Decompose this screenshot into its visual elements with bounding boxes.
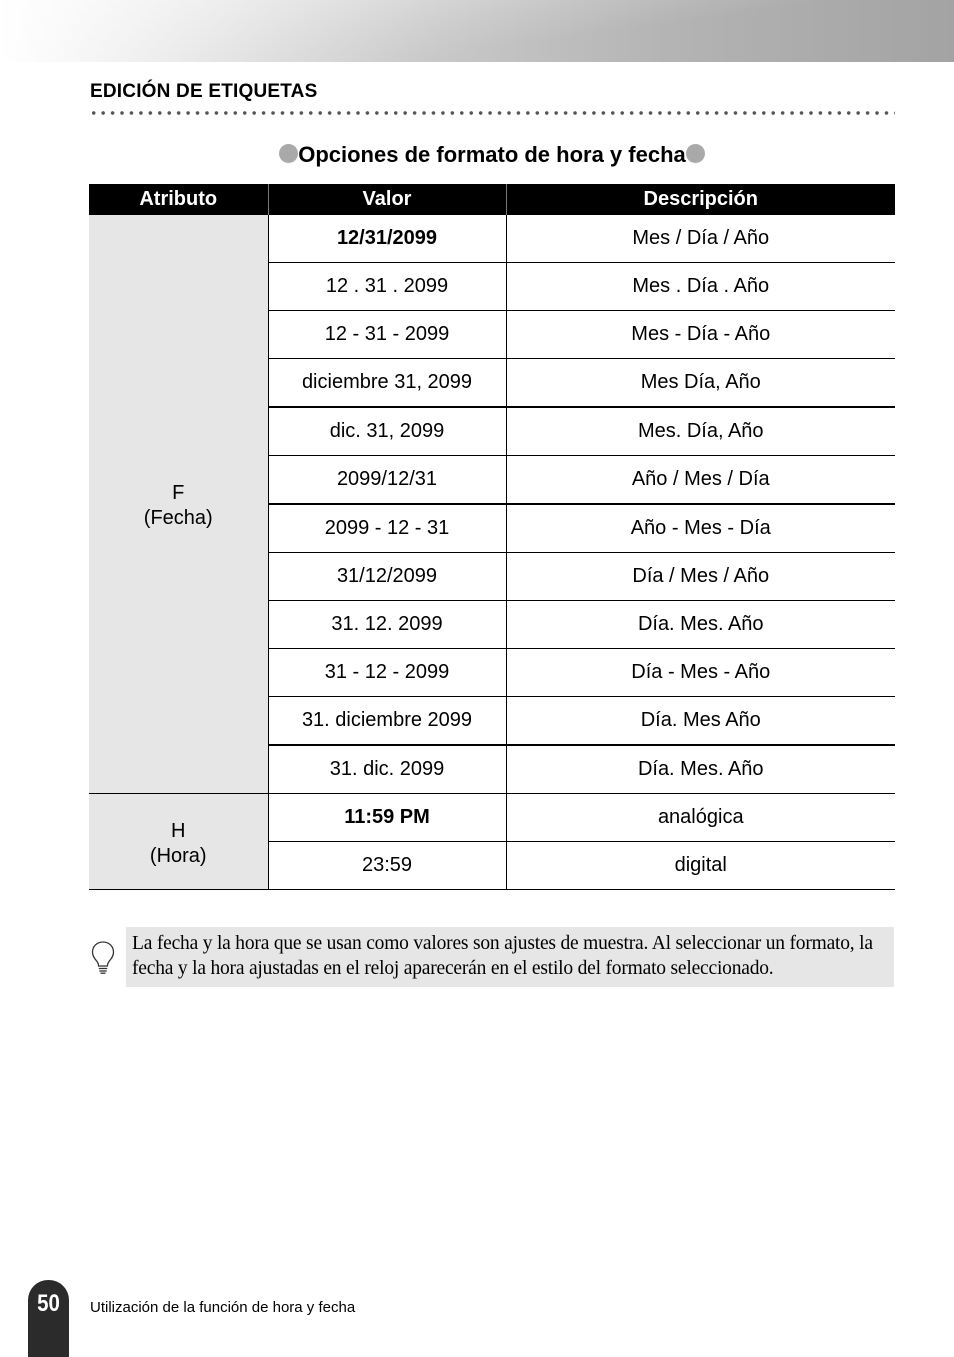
attribute-code: H xyxy=(171,819,186,842)
section-title: EDICIÓN DE ETIQUETAS xyxy=(90,81,318,102)
description-cell: Día - Mes - Año xyxy=(506,649,895,697)
value-cell: diciembre 31, 2099 xyxy=(268,359,506,408)
note-box: La fecha y la hora que se usan como valores son ajustes de muestra. Al seleccionar un formato, la fecha y la hora ajustadas en el reloj aparecerán en el estilo del formato seleccionado. xyxy=(126,927,894,987)
attribute-code: F xyxy=(172,482,185,504)
description-cell: Día. Mes. Año xyxy=(506,745,895,794)
attribute-label: (Hora) xyxy=(149,844,207,867)
footer-text: Utilización de la función de hora y fecha xyxy=(90,1299,356,1316)
table-header-row xyxy=(89,184,895,215)
value-cell: 2099 - 12 - 31 xyxy=(268,504,506,553)
value-cell: 2099/12/31 xyxy=(268,456,506,505)
table-row xyxy=(89,794,895,842)
column-header-value: Valor xyxy=(268,184,506,215)
description-cell: Año - Mes - Día xyxy=(506,504,895,553)
value-cell: 12 - 31 - 2099 xyxy=(268,311,506,359)
description-cell: Mes / Día / Año xyxy=(506,215,895,263)
page-number: 50 xyxy=(37,1290,60,1317)
dotted-divider xyxy=(89,110,895,116)
attribute-cell-time xyxy=(89,794,268,890)
column-header-attribute: Atributo xyxy=(89,184,268,215)
description-cell: Mes. Día, Año xyxy=(506,407,895,456)
value-cell: dic. 31, 2099 xyxy=(268,407,506,456)
description-cell: Día. Mes. Año xyxy=(506,601,895,649)
value-cell: 12 . 31 . 2099 xyxy=(268,263,506,311)
value-cell: 31. 12. 2099 xyxy=(268,601,506,649)
value-cell: 11:59 PM xyxy=(268,794,506,842)
description-cell: Día / Mes / Año xyxy=(506,553,895,601)
description-cell: analógica xyxy=(506,794,895,842)
table-row xyxy=(89,215,895,263)
value-cell: 31. dic. 2099 xyxy=(268,745,506,794)
value-cell: 31. diciembre 2099 xyxy=(268,697,506,746)
bullet-dot-icon xyxy=(279,144,298,163)
value-cell: 23:59 xyxy=(268,842,506,890)
attribute-label: (Fecha) xyxy=(143,507,213,529)
description-cell: Mes Día, Año xyxy=(506,359,895,408)
format-options-table xyxy=(89,184,895,890)
value-cell: 31 - 12 - 2099 xyxy=(268,649,506,697)
description-cell: Día. Mes Año xyxy=(506,697,895,746)
description-cell: Mes . Día . Año xyxy=(506,263,895,311)
description-cell: digital xyxy=(506,842,895,890)
value-cell: 31/12/2099 xyxy=(268,553,506,601)
description-cell: Año / Mes / Día xyxy=(506,456,895,505)
attribute-cell-date xyxy=(89,215,268,794)
description-cell: Mes - Día - Año xyxy=(506,311,895,359)
value-cell: 12/31/2099 xyxy=(268,215,506,263)
table-heading xyxy=(89,142,895,168)
lightbulb-icon xyxy=(90,940,116,976)
header-banner xyxy=(0,0,954,62)
bullet-dot-icon xyxy=(686,144,705,163)
column-header-description: Descripción xyxy=(506,184,895,215)
table-heading-text: Opciones de formato de hora y fecha xyxy=(298,142,686,167)
